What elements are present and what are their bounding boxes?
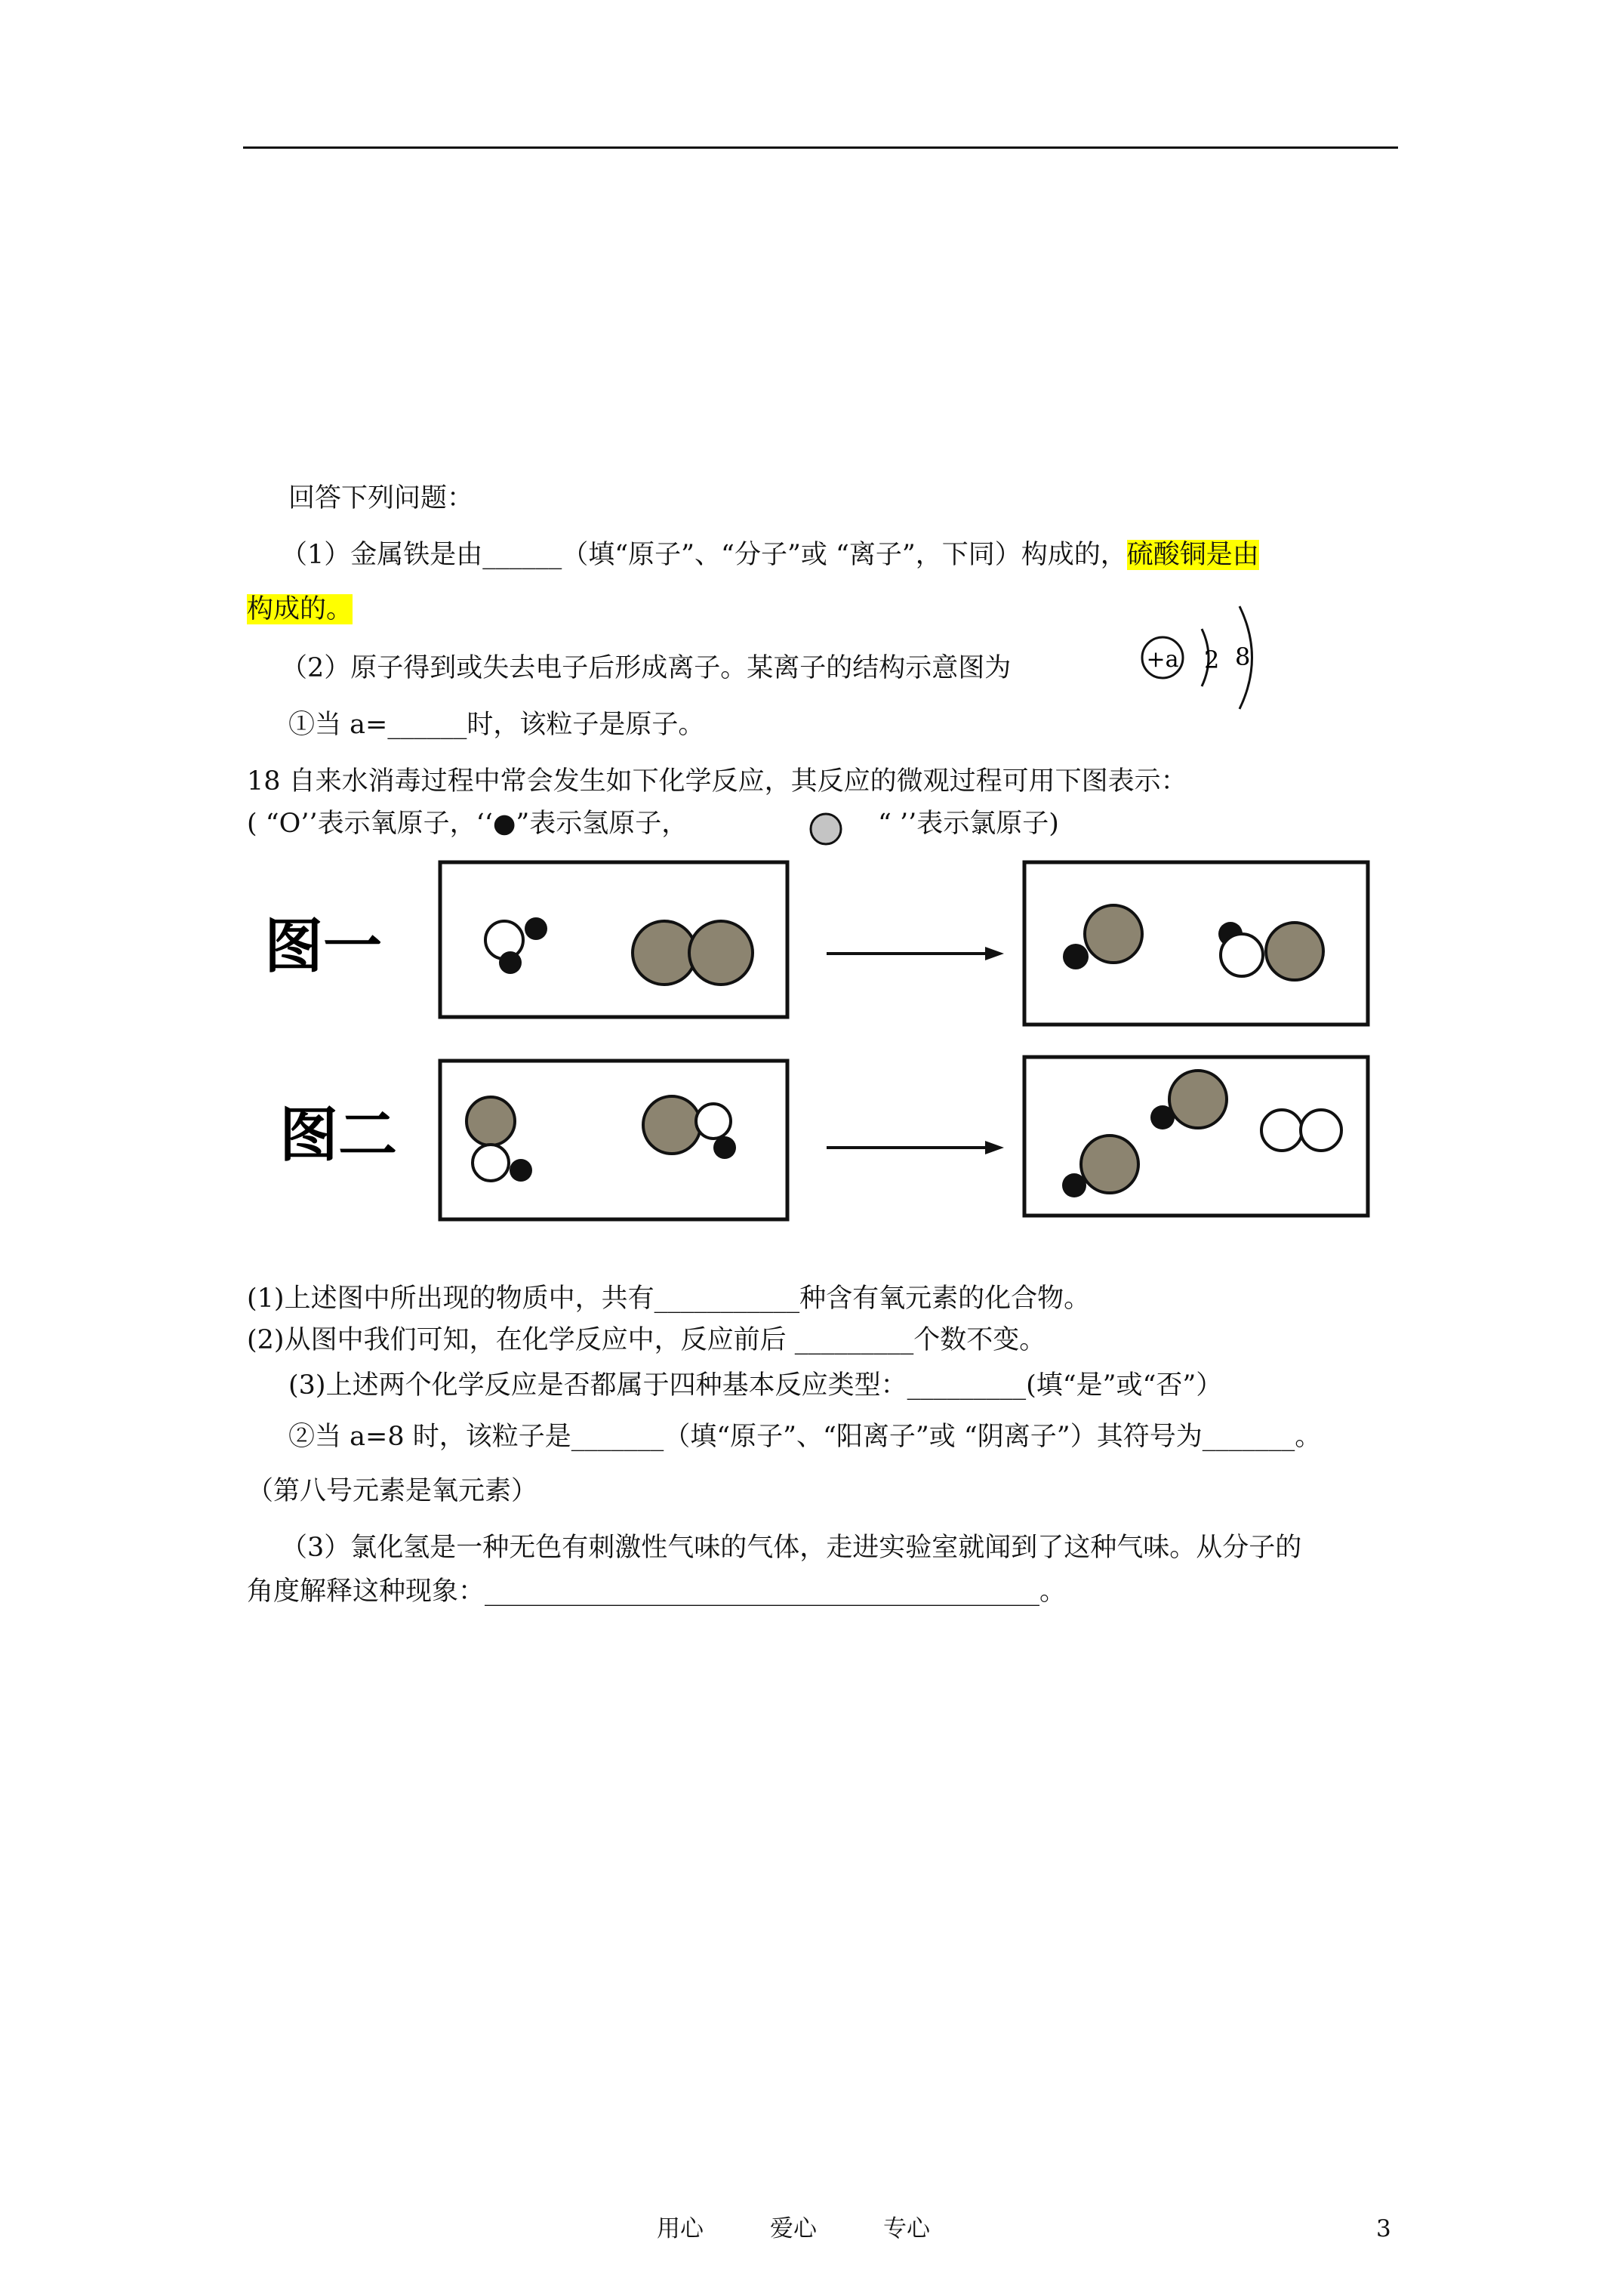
figure-label-2: 图二	[279, 1102, 398, 1170]
hydrogen-atom	[525, 917, 547, 940]
arrow-head	[985, 947, 1004, 960]
text-line: ( “O’’表示氧原子，‘‘●”表示氢原子，	[247, 809, 688, 839]
shell1-electrons: 2	[1204, 646, 1220, 674]
chlorine-legend-icon	[808, 810, 845, 848]
oxygen-atom	[696, 1104, 731, 1139]
chlorine-atom	[467, 1097, 515, 1145]
oxygen-atom	[473, 1145, 509, 1181]
hydrogen-atom	[713, 1136, 736, 1159]
footer-item: 专心	[883, 2215, 930, 2242]
oxygen-atom	[1261, 1110, 1302, 1151]
arrow-head	[985, 1141, 1004, 1154]
chlorine-atom	[1085, 905, 1142, 963]
hydrogen-atom	[1062, 1173, 1086, 1197]
question-text: （1）金属铁是由______（填“原子”、“分子”或 “离子”，下同）构成的，	[281, 540, 1127, 570]
chlorine-atom	[1266, 923, 1323, 980]
hydrogen-atom	[1150, 1105, 1175, 1130]
hydrogen-atom	[1063, 944, 1089, 969]
hydrogen-atom	[499, 951, 522, 974]
hydrogen-atom	[510, 1159, 532, 1182]
text-line: （3）氯化氢是一种无色有刺激性气味的气体，走进实验室就闻到了这种气味。从分子的	[281, 1533, 1302, 1563]
oxygen-atom	[1221, 934, 1263, 976]
highlighted-text: 构成的。	[247, 594, 353, 624]
highlighted-text: 硫酸铜是由	[1126, 540, 1259, 570]
text-line: 18 自来水消毒过程中常会发生如下化学反应，其反应的微观过程可用下图表示：	[247, 766, 1187, 797]
text-line: ②当 a=8 时，该粒子是_______（填“原子”、“阳离子”或 “阴离子”）其符号为_______。	[288, 1422, 1322, 1452]
shell2-electrons: 8	[1235, 643, 1251, 671]
text-line: （第八号元素是氧元素）	[247, 1476, 538, 1506]
text-line	[247, 590, 353, 628]
text-line: 角度解释这种现象：__________________________________________。	[247, 1576, 1067, 1607]
ion-structure-diagram	[1132, 600, 1276, 713]
text-line: “ ’’表示氯原子)	[878, 809, 1059, 839]
text-line: 回答下列问题：	[288, 483, 474, 513]
chlorine-atom	[1169, 1071, 1227, 1128]
text-line: (2)从图中我们可知，在化学反应中，反应前后 _________个数不变。	[247, 1325, 1046, 1355]
page-number: 3	[1376, 2215, 1391, 2242]
text-line: ①当 a=______时，该粒子是原子。	[288, 710, 705, 740]
figure-label-1: 图一	[264, 913, 383, 981]
footer-item: 用心	[657, 2215, 704, 2242]
text-line	[281, 536, 1259, 574]
chlorine-atom	[689, 921, 753, 985]
text-line: （2）原子得到或失去电子后形成离子。某离子的结构示意图为	[281, 653, 1012, 683]
header-rule	[243, 146, 1398, 149]
nucleus-label: +a	[1146, 646, 1179, 673]
reaction-diagram	[257, 853, 1412, 1231]
chlorine-atom	[643, 1096, 701, 1154]
chlorine-atom	[1081, 1136, 1138, 1193]
text-line: (3)上述两个化学反应是否都属于四种基本反应类型：_________(填“是”或“否”）	[288, 1370, 1223, 1401]
text-line: (1)上述图中所出现的物质中，共有___________种含有氧元素的化合物。	[247, 1284, 1091, 1314]
oxygen-atom	[1301, 1110, 1341, 1151]
chlorine-atom	[633, 921, 696, 985]
footer-item: 爱心	[770, 2215, 817, 2242]
